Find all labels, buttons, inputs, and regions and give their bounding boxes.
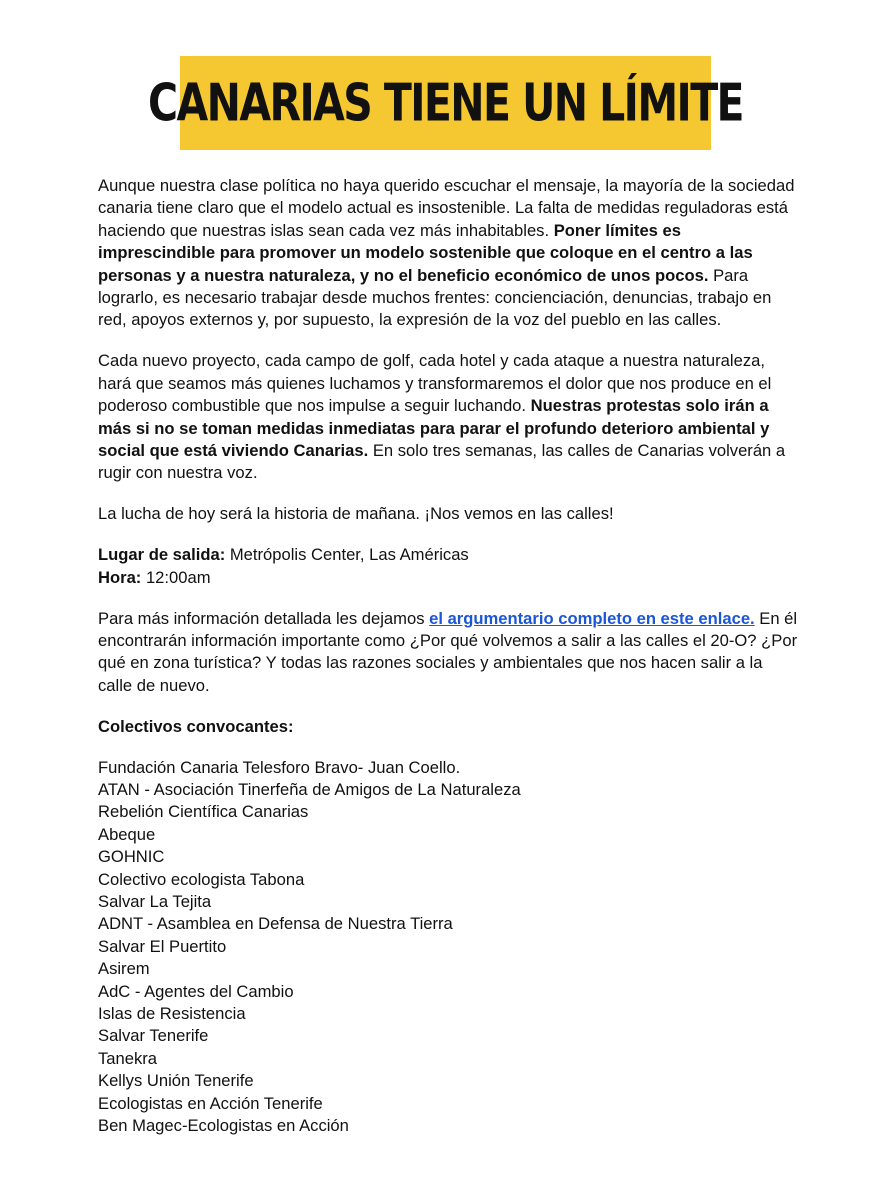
text-span: Para más información detallada les dejamos xyxy=(98,608,430,628)
paragraph-intro xyxy=(98,175,798,332)
bold-span: Nuestras protestas solo irán a más si no se toman medidas inmediatas para parar el profundo deterioro ambiental y social que está viviendo Canarias. xyxy=(98,396,770,460)
text-span: Cada nuevo proyecto, cada campo de golf, cada hotel y cada ataque a nuestra naturaleza, hará que seamos más quienes luchamos y transformaremos el dolor que nos produce en el poderoso combustible que nos impulse a seguir luchando. xyxy=(98,351,772,416)
text-span: Aunque nuestra clase política no haya querido escuchar el mensaje, la mayoría de la sociedad canaria tiene claro que el modelo actual es insostenible. La falta de medidas reguladoras está haciendo que nuestras islas sean cada vez más inhabitables. xyxy=(98,176,795,240)
paragraph-projects xyxy=(98,350,798,484)
text-span: Para lograrlo, es necesario trabajar desde muchos frentes: concienciación, denuncias, trabajo en red, apoyos externos y, por supuesto, la expresión de la voz del pueblo en las calles. xyxy=(98,265,772,330)
list-item: Abeque xyxy=(98,824,156,844)
list-item: Colectivo ecologista Tabona xyxy=(98,869,305,889)
list-item: AdC - Agentes del Cambio xyxy=(98,981,294,1001)
paragraph-more-info xyxy=(98,608,798,698)
list-item: Ecologistas en Acción Tenerife xyxy=(98,1093,323,1113)
title-banner xyxy=(148,56,743,150)
text-span: En solo tres semanas, las calles de Canarias volverán a rugir con nuestra voz. xyxy=(98,440,786,483)
bold-span: Poner límites es imprescindible para promover un modelo sostenible que coloque en el centro a las personas y a nuestra naturaleza, y no el beneficio económico de unos pocos. xyxy=(98,220,753,285)
event-details xyxy=(98,544,798,589)
time-value: 12:00am xyxy=(141,567,211,587)
list-item: Fundación Canaria Telesforo Bravo- Juan Coello. xyxy=(98,757,461,777)
collectives-list xyxy=(98,757,798,1138)
list-item: Salvar Tenerife xyxy=(98,1026,209,1046)
heading-text: Colectivos convocantes: xyxy=(98,716,294,736)
list-item: Salvar El Puertito xyxy=(98,936,227,956)
collectives-heading xyxy=(98,716,798,738)
list-item: GOHNIC xyxy=(98,847,165,867)
place-label: Lugar de salida: xyxy=(98,545,226,565)
time-label: Hora: xyxy=(98,567,142,587)
paragraph-slogan: La lucha de hoy será la historia de mañana. ¡Nos vemos en las calles! xyxy=(98,504,614,524)
list-item: Rebelión Científica Canarias xyxy=(98,802,309,822)
place-value: Metrópolis Center, Las Américas xyxy=(225,545,469,565)
list-item: ADNT - Asamblea en Defensa de Nuestra Tierra xyxy=(98,914,453,934)
banner-title: CANARIAS TIENE UN LÍMITE xyxy=(148,73,743,133)
list-item: Asirem xyxy=(98,959,150,979)
list-item: ATAN - Asociación Tinerfeña de Amigos de La Naturaleza xyxy=(98,779,521,799)
document-body xyxy=(98,175,798,1137)
list-item: Tanekra xyxy=(98,1048,158,1068)
list-item: Ben Magec-Ecologistas en Acción xyxy=(98,1116,349,1136)
argumentario-link[interactable]: el argumentario completo en este enlace. xyxy=(429,608,755,628)
list-item: Salvar La Tejita xyxy=(98,891,212,911)
text-span: En él encontrarán información importante como ¿Por qué volvemos a salir a las calles el 20-O? ¿Por qué en zona turística? Y todas las razones sociales y ambientales que nos hacen salir a la calle de nuevo. xyxy=(98,608,798,695)
list-item: Kellys Unión Tenerife xyxy=(98,1071,254,1091)
list-item: Islas de Resistencia xyxy=(98,1004,246,1023)
